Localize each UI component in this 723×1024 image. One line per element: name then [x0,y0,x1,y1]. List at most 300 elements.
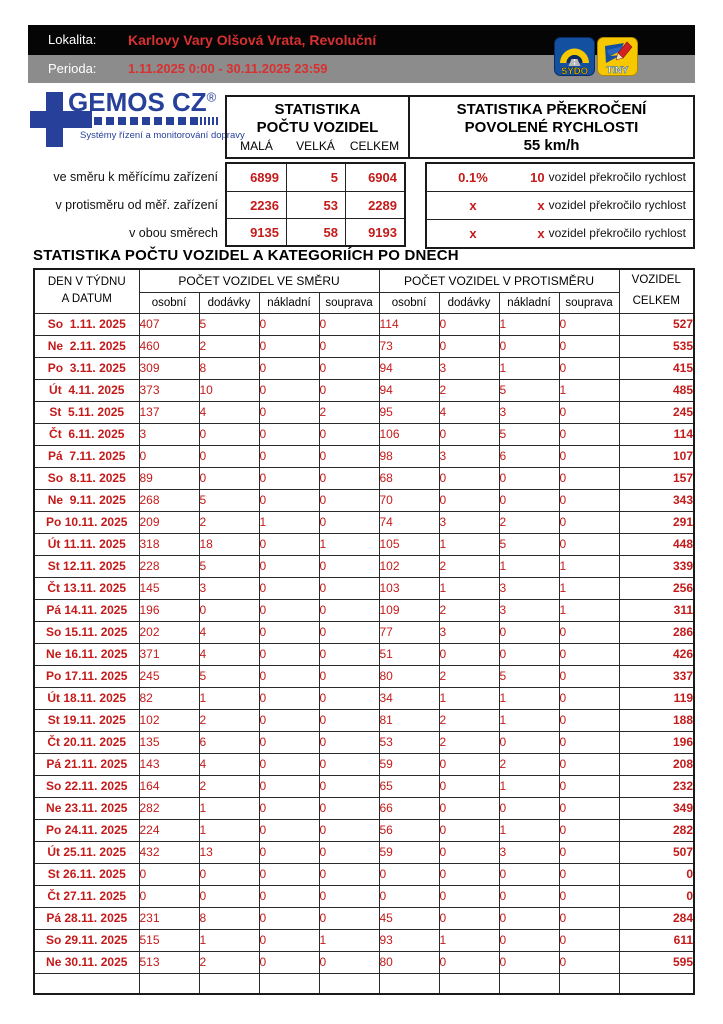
row-value: 0 [559,797,619,819]
sub-header-nakladni-2: nákladní [499,292,559,313]
row-value: 513 [139,951,199,973]
row-value: 0 [319,643,379,665]
row-total: 611 [619,929,694,951]
row-value: 0 [439,819,499,841]
row-value: 5 [199,489,259,511]
table-row [34,357,694,379]
row-value: 4 [199,401,259,423]
tiny-logo [597,37,638,76]
summary-value-celkem: 9193 [345,218,404,245]
row-date: Ne 30.11. 2025 [34,951,139,973]
row-value: 0 [559,423,619,445]
row-value: 4 [439,401,499,423]
row-value: 0 [259,489,319,511]
speed-count: x [537,198,545,213]
row-total: 107 [619,445,694,467]
row-total: 188 [619,709,694,731]
row-date: Čt 13.11. 2025 [34,577,139,599]
row-value: 106 [379,423,439,445]
row-value: 224 [139,819,199,841]
row-value: 0 [559,775,619,797]
row-value: 34 [379,687,439,709]
tiny-pencil-icon [597,37,638,76]
row-date: So 22.11. 2025 [34,775,139,797]
row-value: 0 [319,907,379,929]
row-value: 202 [139,621,199,643]
row-value: 0 [259,621,319,643]
row-value: 0 [259,929,319,951]
row-value: 0 [139,445,199,467]
row-value: 3 [499,599,559,621]
row-total: 535 [619,335,694,357]
row-value: 1 [259,511,319,533]
table-row [34,907,694,929]
row-total: 415 [619,357,694,379]
row-value: 70 [379,489,439,511]
row-total: 426 [619,643,694,665]
row-value: 0 [319,511,379,533]
summary-header-box [225,95,695,159]
table-row [34,335,694,357]
registered-mark: ® [206,89,217,105]
row-value: 0 [439,907,499,929]
row-value: 5 [199,555,259,577]
row-value: 0 [559,709,619,731]
daily-table-body [34,313,694,994]
row-value: 3 [439,511,499,533]
row-date: St 5.11. 2025 [34,401,139,423]
row-value: 0 [499,951,559,973]
row-value: 407 [139,313,199,335]
row-value: 0 [499,731,559,753]
row-value: 231 [139,907,199,929]
row-total: 291 [619,511,694,533]
row-value: 3 [439,621,499,643]
row-total: 245 [619,401,694,423]
row-value: 3 [139,423,199,445]
row-value: 0 [559,929,619,951]
row-value: 2 [319,401,379,423]
row-value: 105 [379,533,439,555]
row-value: 0 [319,687,379,709]
row-value: 102 [139,709,199,731]
row-value: 0 [319,423,379,445]
sub-header-dodavky-2: dodávky [439,292,499,313]
speed-row [427,191,693,219]
table-row [34,775,694,797]
table-row [34,841,694,863]
row-value: 13 [199,841,259,863]
row-value: 1 [199,929,259,951]
table-row [34,863,694,885]
row-value: 0 [439,951,499,973]
row-value: 0 [259,423,319,445]
row-value: 1 [499,819,559,841]
row-date: Po 3.11. 2025 [34,357,139,379]
row-value: 114 [379,313,439,335]
opposite-group-header: POČET VOZIDEL V PROTISMĚRU [379,269,619,292]
row-value: 0 [259,775,319,797]
row-value: 102 [379,555,439,577]
row-value: 0 [559,621,619,643]
row-value: 5 [199,313,259,335]
perioda-label: Perioda: [48,61,97,76]
speed-suffix: vozidel překročilo rychlost [548,226,686,240]
row-value: 3 [499,577,559,599]
row-value: 0 [259,907,319,929]
count-title-line1: STATISTIKA [274,101,361,118]
row-value: 1 [559,577,619,599]
row-value: 0 [439,775,499,797]
row-date: Po 17.11. 2025 [34,665,139,687]
row-value: 282 [139,797,199,819]
row-value: 0 [259,863,319,885]
col-header-velka: VELKÁ [296,139,335,153]
row-value: 196 [139,599,199,621]
row-value: 0 [499,467,559,489]
gemos-wordmark: GEMOS CZ® [68,87,217,117]
row-value: 268 [139,489,199,511]
row-value: 1 [199,797,259,819]
row-value: 6 [199,731,259,753]
row-value: 0 [259,951,319,973]
col-header-celkem: CELKEM [349,139,400,153]
row-value: 0 [559,489,619,511]
empty-cell [499,973,559,994]
row-total: 284 [619,907,694,929]
row-value: 0 [199,445,259,467]
row-date: St 19.11. 2025 [34,709,139,731]
row-value: 5 [499,423,559,445]
row-value: 135 [139,731,199,753]
summary-count-grid [225,162,406,247]
row-total: 311 [619,599,694,621]
row-value: 0 [319,885,379,907]
row-date: Čt 20.11. 2025 [34,731,139,753]
row-date: Pá 28.11. 2025 [34,907,139,929]
sub-header-osobni-2: osobní [379,292,439,313]
sub-header-osobni: osobní [139,292,199,313]
row-value: 0 [499,489,559,511]
row-value: 0 [319,621,379,643]
row-total: 119 [619,687,694,709]
row-value: 0 [499,621,559,643]
row-total: 282 [619,819,694,841]
speed-suffix: vozidel překročilo rychlost [548,170,686,184]
row-value: 65 [379,775,439,797]
row-value: 2 [199,511,259,533]
row-value: 0 [319,335,379,357]
row-date: Ne 16.11. 2025 [34,643,139,665]
row-value: 0 [499,929,559,951]
row-value: 318 [139,533,199,555]
row-value: 0 [319,819,379,841]
table-row [34,599,694,621]
row-value: 0 [139,863,199,885]
row-value: 0 [199,863,259,885]
row-value: 0 [259,643,319,665]
row-value: 18 [199,533,259,555]
gemos-logo [30,87,245,149]
row-date: St 26.11. 2025 [34,863,139,885]
row-value: 0 [559,753,619,775]
row-value: 143 [139,753,199,775]
row-value: 0 [559,819,619,841]
row-value: 2 [439,731,499,753]
row-value: 66 [379,797,439,819]
row-value: 1 [559,555,619,577]
gemos-dash-bar [82,117,198,125]
row-value: 0 [559,863,619,885]
row-value: 1 [499,357,559,379]
row-value: 0 [319,753,379,775]
row-value: 1 [439,577,499,599]
row-value: 2 [499,753,559,775]
col-header-mala: MALÁ [240,139,273,153]
row-date: Pá 14.11. 2025 [34,599,139,621]
row-value: 0 [259,577,319,599]
row-value: 0 [259,357,319,379]
empty-cell [379,973,439,994]
speed-count: x [537,226,545,241]
row-value: 2 [499,511,559,533]
row-value: 2 [199,951,259,973]
row-value: 0 [439,797,499,819]
speed-percent: x [469,198,477,213]
row-value: 0 [259,731,319,753]
row-value: 0 [559,401,619,423]
gemos-tagline: Systémy řízení a monitorování dopravy [80,130,245,141]
row-value: 94 [379,379,439,401]
row-value: 0 [259,599,319,621]
speed-row [427,219,693,247]
daily-table [33,268,695,995]
total-header: VOZIDEL CELKEM [619,269,694,313]
row-value: 0 [319,863,379,885]
empty-cell [439,973,499,994]
row-total: 208 [619,753,694,775]
row-value: 228 [139,555,199,577]
row-value: 5 [199,665,259,687]
table-row [34,467,694,489]
summary-value-velka: 53 [286,191,345,218]
count-column-headers [227,139,408,153]
row-value: 0 [319,467,379,489]
speed-limit-header [410,97,693,157]
row-value: 2 [439,599,499,621]
row-value: 1 [499,555,559,577]
table-row [34,797,694,819]
empty-row [34,973,694,994]
summary-value-mala: 9135 [227,218,286,245]
row-date: Út 4.11. 2025 [34,379,139,401]
row-value: 5 [499,665,559,687]
table-row [34,379,694,401]
empty-cell [559,973,619,994]
row-value: 0 [199,423,259,445]
row-value: 1 [439,929,499,951]
row-value: 80 [379,665,439,687]
row-value: 3 [199,577,259,599]
row-value: 1 [199,687,259,709]
row-value: 0 [559,885,619,907]
summary-value-celkem: 2289 [345,191,404,218]
row-value: 0 [259,709,319,731]
row-value: 432 [139,841,199,863]
row-total: 343 [619,489,694,511]
daily-table-title: STATISTIKA POČTU VOZIDEL A KATEGORIÍCH PO DNECH [33,247,459,264]
row-value: 8 [199,357,259,379]
vehicle-count-header [227,97,410,157]
row-value: 0 [319,489,379,511]
row-value: 0 [319,841,379,863]
row-value: 0 [559,357,619,379]
table-row [34,753,694,775]
row-value: 515 [139,929,199,951]
speed-percent: 0.1% [458,170,488,185]
empty-cell [34,973,139,994]
row-total: 114 [619,423,694,445]
row-date: St 12.11. 2025 [34,555,139,577]
row-value: 1 [559,379,619,401]
table-row [34,621,694,643]
row-value: 3 [499,401,559,423]
row-value: 0 [319,555,379,577]
row-value: 0 [379,863,439,885]
row-date: Čt 6.11. 2025 [34,423,139,445]
row-total: 157 [619,467,694,489]
row-total: 0 [619,885,694,907]
row-value: 1 [319,533,379,555]
row-value: 0 [499,885,559,907]
row-date: Út 11.11. 2025 [34,533,139,555]
row-value: 0 [319,709,379,731]
table-row [34,401,694,423]
row-value: 0 [259,313,319,335]
row-value: 95 [379,401,439,423]
row-value: 0 [559,445,619,467]
row-date: Ne 23.11. 2025 [34,797,139,819]
row-value: 209 [139,511,199,533]
row-value: 3 [439,357,499,379]
perioda-value: 1.11.2025 0:00 - 30.11.2025 23:59 [128,61,328,76]
row-value: 0 [319,775,379,797]
row-total: 527 [619,313,694,335]
row-value: 0 [439,423,499,445]
sub-header-nakladni: nákladní [259,292,319,313]
speed-count: 10 [530,170,545,185]
speed-title-line3: 55 km/h [523,137,580,154]
table-row [34,665,694,687]
row-value: 4 [199,753,259,775]
row-value: 0 [139,885,199,907]
sub-header-souprava: souprava [319,292,379,313]
table-row [34,643,694,665]
row-value: 0 [439,885,499,907]
row-date: Út 18.11. 2025 [34,687,139,709]
empty-cell [199,973,259,994]
summary-value-mala: 6899 [250,170,279,185]
row-date: Pá 7.11. 2025 [34,445,139,467]
table-row [34,489,694,511]
row-value: 0 [559,335,619,357]
gemos-tick-bar [200,117,218,125]
row-value: 5 [499,533,559,555]
row-value: 373 [139,379,199,401]
row-value: 4 [199,643,259,665]
row-value: 1 [319,929,379,951]
row-total: 232 [619,775,694,797]
row-value: 1 [439,687,499,709]
row-date: Ne 9.11. 2025 [34,489,139,511]
table-row [34,577,694,599]
table-row [34,313,694,335]
summary-value-mala: 2236 [227,191,286,218]
row-date: Čt 27.11. 2025 [34,885,139,907]
row-value: 4 [199,621,259,643]
speed-title-line1: STATISTIKA PŘEKROČENÍ [456,101,647,118]
row-value: 164 [139,775,199,797]
row-value: 68 [379,467,439,489]
row-value: 0 [439,643,499,665]
row-value: 1 [559,599,619,621]
row-value: 0 [559,907,619,929]
sub-header-souprava-2: souprava [559,292,619,313]
row-value: 0 [259,797,319,819]
row-value: 1 [499,775,559,797]
row-value: 0 [439,841,499,863]
row-value: 6 [499,445,559,467]
row-value: 2 [439,709,499,731]
row-value: 0 [259,533,319,555]
speed-suffix: vozidel překročilo rychlost [548,198,686,212]
row-value: 109 [379,599,439,621]
row-value: 1 [199,819,259,841]
summary-value-velka: 58 [286,218,345,245]
row-value: 0 [319,313,379,335]
row-value: 0 [319,379,379,401]
speed-title-line2: POVOLENÉ RYCHLOSTI [464,119,639,136]
row-value: 103 [379,577,439,599]
table-row [34,687,694,709]
daily-statistics-section [33,247,695,995]
row-value: 93 [379,929,439,951]
row-value: 137 [139,401,199,423]
row-value: 0 [439,335,499,357]
row-value: 0 [559,951,619,973]
day-date-header: DEN V TÝDNU A DATUM [34,269,139,313]
row-value: 0 [499,335,559,357]
table-row [34,533,694,555]
summary-row-label: ve směru k měřícímu zařízení [53,170,218,184]
row-value: 2 [199,709,259,731]
row-value: 0 [199,599,259,621]
speed-percent: x [469,226,477,241]
row-value: 0 [259,687,319,709]
summary-row-label: v protisměru od měř. zařízení [55,198,218,212]
row-value: 2 [439,555,499,577]
row-total: 349 [619,797,694,819]
row-value: 0 [259,555,319,577]
row-value: 0 [559,643,619,665]
row-value: 53 [379,731,439,753]
row-value: 1 [499,313,559,335]
row-value: 0 [319,445,379,467]
sydo-bridge-icon [554,37,595,76]
row-value: 0 [199,467,259,489]
row-value: 77 [379,621,439,643]
row-total: 507 [619,841,694,863]
